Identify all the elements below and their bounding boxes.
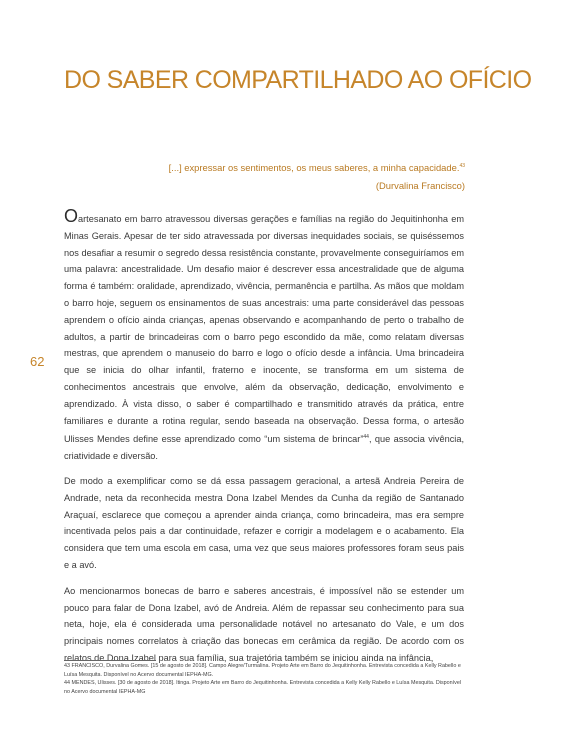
footnote-44: 44 MENDES, Ulisses. [30 de agosto de 2018]. Itinga. Projeto Arte em Barro do Jequitinhonha. Entrevista concedida a Kelly Kelly Rabello e Luísa Mesquita. Disponível no Acervo documental IEPHA-MG [64, 680, 462, 695]
page-number: 62 [30, 354, 45, 369]
epigraph [169, 157, 465, 195]
paragraph-text: artesanato em barro atravessou diversas gerações e famílias na região do Jequitinhonha em Minas Gerais. Apesar de ter sido atravessada por diversas inequidades sociais, se quiséssemos nos desafiar a resumir o segredo dessa resistência constante, provavelmente conseguiríamos em uma palavra: ancestralidade. Um desafio maior é descrever essa ancestralidade que de alguma forma é também: oralidade, aprendizado, vivência, permanência e partilha. As mãos que moldam o barro hoje, seguem os ensinamentos de suas ancestrais: uma parte considerável das pessoas aprendem o ofício ainda crianças, apenas observando e acompanhando de perto o trabalho de adultos, a partir de brincadeiras com o barro pego escondido da mãe, como relatam diversas mestras, que aprendem o manuseio do barro e logo o ofício desde a infância. Uma brincadeira que se inicia do olhar infantil, fraterno e inocente, se transforma em um sistema de conhecimentos ancestrais que envolve, além da observação, dedicação, envolvimento e aprendizado. À vista disso, o saber é compartilhado e transmitido através da prática, entre familiares e durante a rotina regular, sendo baseada na observação. Dessa forma, o artesão Ulisses Mendes define esse aprendizado como “um sistema de brincar” [64, 214, 464, 445]
footnote-ref-43: 43 [459, 163, 465, 169]
paragraph [64, 206, 464, 465]
epigraph-quote-text: [...] expressar os sentimentos, os meus saberes, a minha capacidade. [168, 162, 460, 174]
footnote-43: 43 FRANCISCO, Durvalina Gomes. [15 de agosto de 2018]. Campo Alegre/Turmalina. Projeto Arte em Barro do Jequitinhonha. Entrevista concedida a Kelly Rabello e Luísa Mesquita. Disponível no Acervo documental IEPHA-MG. [64, 663, 461, 678]
epigraph-attribution: (Durvalina Francisco) [375, 180, 465, 192]
footnotes [64, 662, 464, 696]
paragraph: De modo a exemplificar como se dá essa passagem geracional, a artesã Andreia Pereira de Andrade, neta da reconhecida mestra Dona Izabel Mendes da Cunha da região de Santanado Araçuaí, esclarece que começou a aprender ainda criança, como brincadeira, mas era sempre incentivada pelos pais a dar continuidade, refazer e corrigir a modelagem e o acabamento. Ela considera que tem uma escola em casa, uma vez que seus maiores professores foram seus pais e a avó. [64, 476, 464, 570]
footnote-divider [64, 660, 156, 661]
drop-cap: O [64, 206, 79, 226]
paragraph-text-tail: , que associa vivência, criatividade e diversão. [64, 434, 464, 462]
chapter-title: DO SABER COMPARTILHADO AO OFÍCIO [64, 66, 532, 94]
paragraph: Ao mencionarmos bonecas de barro e saberes ancestrais, é impossível não se estender um pouco para falar de Dona Izabel, avó de Andreia. Além de repassar seu conhecimento para sua neta, hoje, ela é considerada uma personalidade notável no artesanato do Vale, e um dos principais nomes correlatos à criação das bonecas em cerâmica da região. De acordo com os relatos de Dona Izabel para sua família, sua trajetória também se iniciou ainda na infância, [64, 585, 464, 663]
footnote-ref-44: 44 [363, 434, 369, 441]
epigraph-quote [169, 157, 465, 177]
body-text [64, 206, 464, 676]
